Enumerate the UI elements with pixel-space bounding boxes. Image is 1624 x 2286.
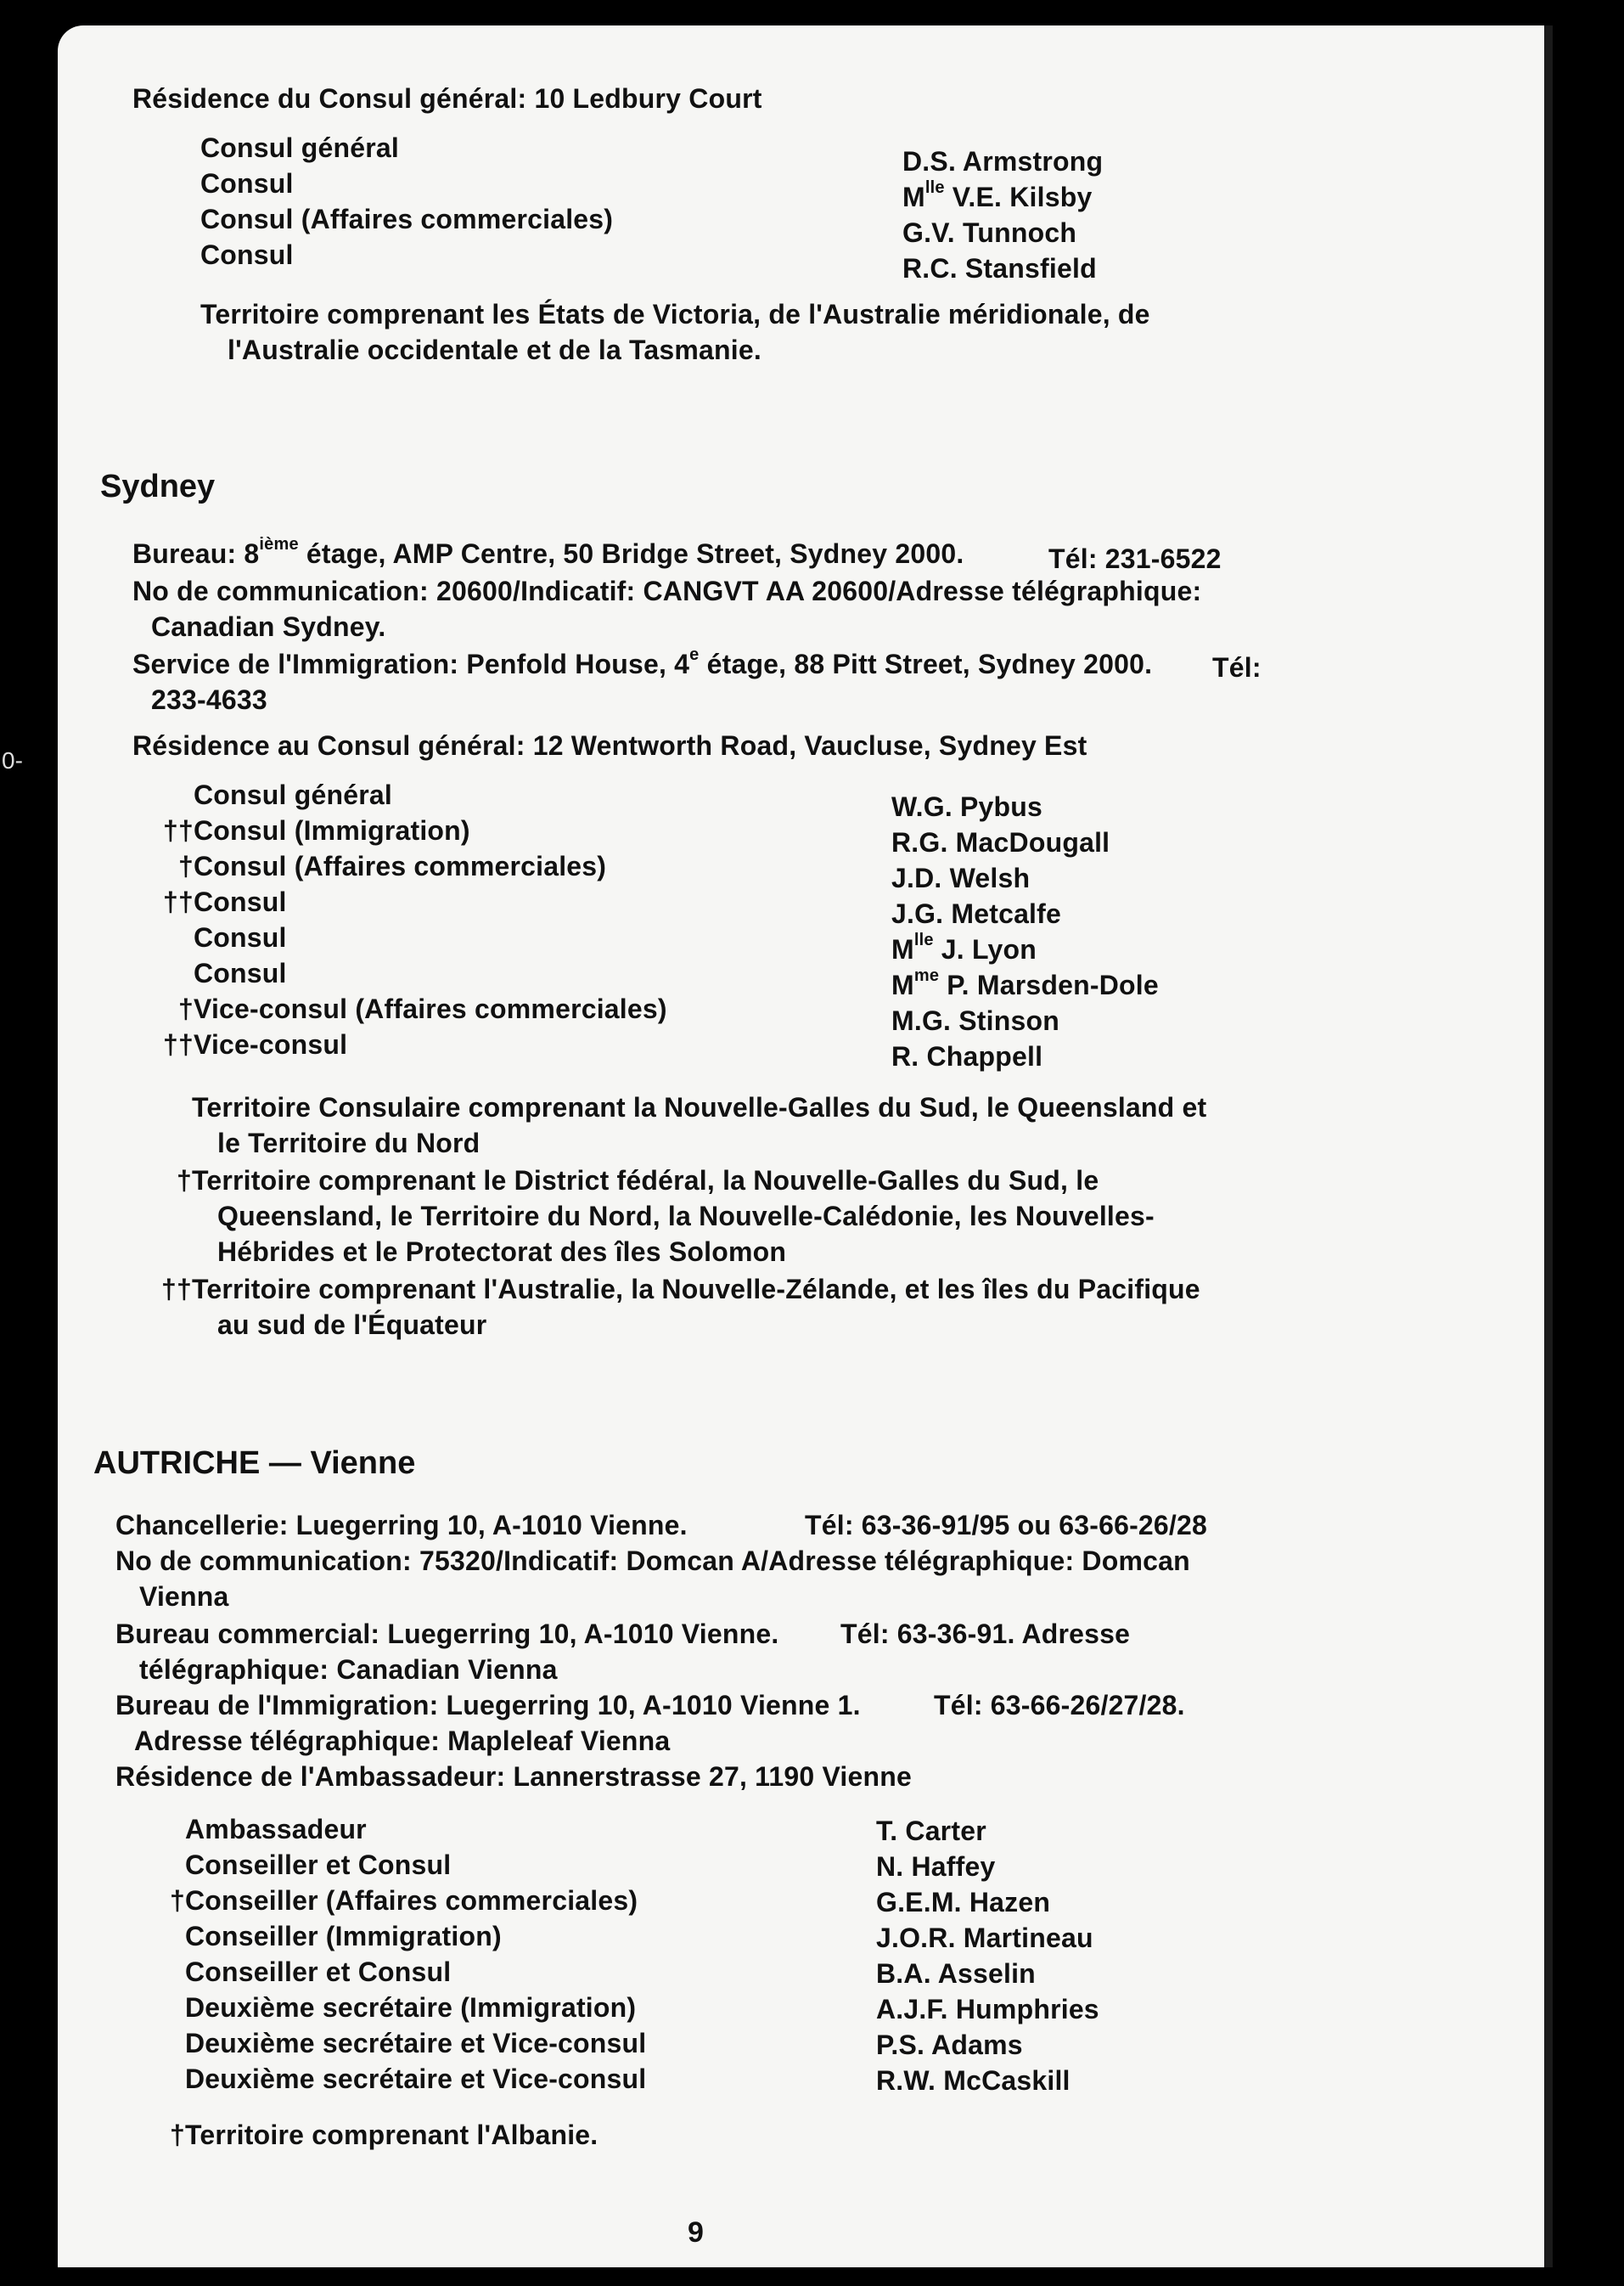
sydney-residence: Résidence au Consul général: 12 Wentworth Road, Vaucluse, Sydney Est [132, 730, 1087, 761]
staff-title: †Vice-consul (Affaires commerciales) [178, 994, 667, 1024]
staff-title: Conseiller et Consul [185, 1850, 452, 1880]
sydney-bureau: Bureau: 8ième étage, AMP Centre, 50 Bridge Street, Sydney 2000. [132, 535, 964, 569]
autriche-bureau-commercial-tel: Tél: 63-36-91. Adresse [840, 1619, 1131, 1649]
staff-title: Conseiller et Consul [185, 1957, 452, 1987]
staff-name: $M^{me}$ P. Marsden-Dole [891, 966, 1159, 1000]
staff-title: Consul (Affaires commerciales) [200, 204, 614, 234]
document-page [58, 25, 1548, 2267]
page-content [58, 25, 1548, 2267]
staff-title: Consul général [194, 780, 392, 810]
staff-title: Deuxième secrétaire et Vice-consul [185, 2028, 647, 2058]
territory-note: l'Australie occidentale et de la Tasmanie. [228, 335, 761, 365]
autriche-residence: Résidence de l'Ambassadeur: Lannerstrasse 27, 1190 Vienne [115, 1761, 912, 1792]
staff-name: J.D. Welsh [891, 863, 1031, 893]
territory-note: Territoire comprenant les États de Victoria, de l'Australie méridionale, de [200, 299, 1150, 329]
staff-name: D.S. Armstrong [902, 146, 1104, 177]
edge-mark: 0- [2, 747, 23, 774]
autriche-bureau-commercial: télégraphique: Canadian Vienna [139, 1654, 558, 1685]
territory-note: ††Territoire comprenant l'Australie, la Nouvelle-Zélande, et les îles du Pacifique [161, 1274, 1200, 1304]
territory-note: Territoire Consulaire comprenant la Nouvelle-Galles du Sud, le Queensland et [192, 1092, 1207, 1123]
staff-title: Conseiller (Immigration) [185, 1921, 502, 1951]
territory-note: Hébrides et le Protectorat des îles Solomon [217, 1236, 787, 1267]
territory-note: Queensland, le Territoire du Nord, la Nouvelle-Calédonie, les Nouvelles- [217, 1201, 1155, 1231]
staff-name: N. Haffey [876, 1851, 996, 1882]
sydney-immigration-tel: Tél: [1212, 652, 1262, 683]
sydney-immigration: Service de l'Immigration: Penfold House, 4e étage, 88 Pitt Street, Sydney 2000. [132, 645, 1153, 679]
staff-name: G.V. Tunnoch [902, 217, 1077, 248]
section-heading-autriche: AUTRICHE — Vienne [93, 1445, 416, 1481]
staff-title: Consul [200, 239, 294, 270]
staff-name: R. Chappell [891, 1041, 1043, 1072]
staff-name: T. Carter [876, 1816, 986, 1846]
territory-note: †Territoire comprenant le District fédéral, la Nouvelle-Galles du Sud, le [177, 1165, 1099, 1196]
staff-title: Consul [194, 958, 287, 988]
page-number: 9 [688, 2216, 704, 2249]
autriche-bureau-immigration: Bureau de l'Immigration: Luegerring 10, A-1010 Vienne 1. [115, 1690, 861, 1720]
staff-name: R.W. McCaskill [876, 2065, 1070, 2096]
staff-title: Deuxième secrétaire (Immigration) [185, 1992, 637, 2023]
staff-title: Deuxième secrétaire et Vice-consul [185, 2064, 647, 2094]
staff-name: M.G. Stinson [891, 1005, 1059, 1036]
autriche-bureau-immigration-tel: Tél: 63-66-26/27/28. [934, 1690, 1185, 1720]
staff-name: P.S. Adams [876, 2030, 1023, 2060]
staff-title: †Consul (Affaires commerciales) [178, 851, 607, 881]
staff-name: B.A. Asselin [876, 1958, 1036, 1989]
staff-title: ††Vice-consul [163, 1029, 348, 1060]
staff-title: Consul [200, 168, 294, 199]
territory-note: †Territoire comprenant l'Albanie. [170, 2120, 598, 2150]
staff-name: $M^{lle}$ V.E. Kilsby [902, 178, 1093, 212]
staff-name: A.J.F. Humphries [876, 1994, 1099, 2024]
melbourne-residence: Résidence du Consul général: 10 Ledbury Court [132, 83, 762, 114]
autriche-comm: No de communication: 75320/Indicatif: Domcan A/Adresse télégraphique: Domcan [115, 1546, 1190, 1576]
staff-name: W.G. Pybus [891, 791, 1043, 822]
staff-name: J.O.R. Martineau [876, 1923, 1093, 1953]
staff-name: J.G. Metcalfe [891, 898, 1062, 929]
sydney-comm: No de communication: 20600/Indicatif: CANGVT AA 20600/Adresse télégraphique: [132, 576, 1202, 606]
territory-note: au sud de l'Équateur [217, 1309, 487, 1340]
staff-name: $M^{lle}$ J. Lyon [891, 931, 1037, 965]
sydney-immigration: 233-4633 [151, 684, 267, 715]
autriche-chancellerie: Chancellerie: Luegerring 10, A-1010 Vienne. [115, 1510, 688, 1540]
staff-name: R.G. MacDougall [891, 827, 1110, 858]
staff-title: †Conseiller (Affaires commerciales) [170, 1885, 638, 1916]
territory-note: le Territoire du Nord [217, 1128, 480, 1158]
staff-title: ††Consul [163, 887, 287, 917]
staff-title: Consul général [200, 132, 399, 163]
autriche-comm: Vienna [139, 1581, 229, 1612]
section-heading-sydney: Sydney [100, 469, 216, 504]
autriche-bureau-commercial: Bureau commercial: Luegerring 10, A-1010 Vienne. [115, 1619, 779, 1649]
sydney-comm: Canadian Sydney. [151, 611, 386, 642]
autriche-chancellerie-tel: Tél: 63-36-91/95 ou 63-66-26/28 [805, 1510, 1208, 1540]
staff-title: Consul [194, 922, 287, 953]
staff-title: ††Consul (Immigration) [163, 815, 470, 846]
staff-name: G.E.M. Hazen [876, 1887, 1051, 1917]
staff-title: Ambassadeur [185, 1814, 367, 1844]
autriche-bureau-immigration: Adresse télégraphique: Mapleleaf Vienna [134, 1726, 671, 1756]
sydney-bureau-tel: Tél: 231-6522 [1048, 543, 1222, 574]
staff-name: R.C. Stansfield [902, 253, 1097, 284]
